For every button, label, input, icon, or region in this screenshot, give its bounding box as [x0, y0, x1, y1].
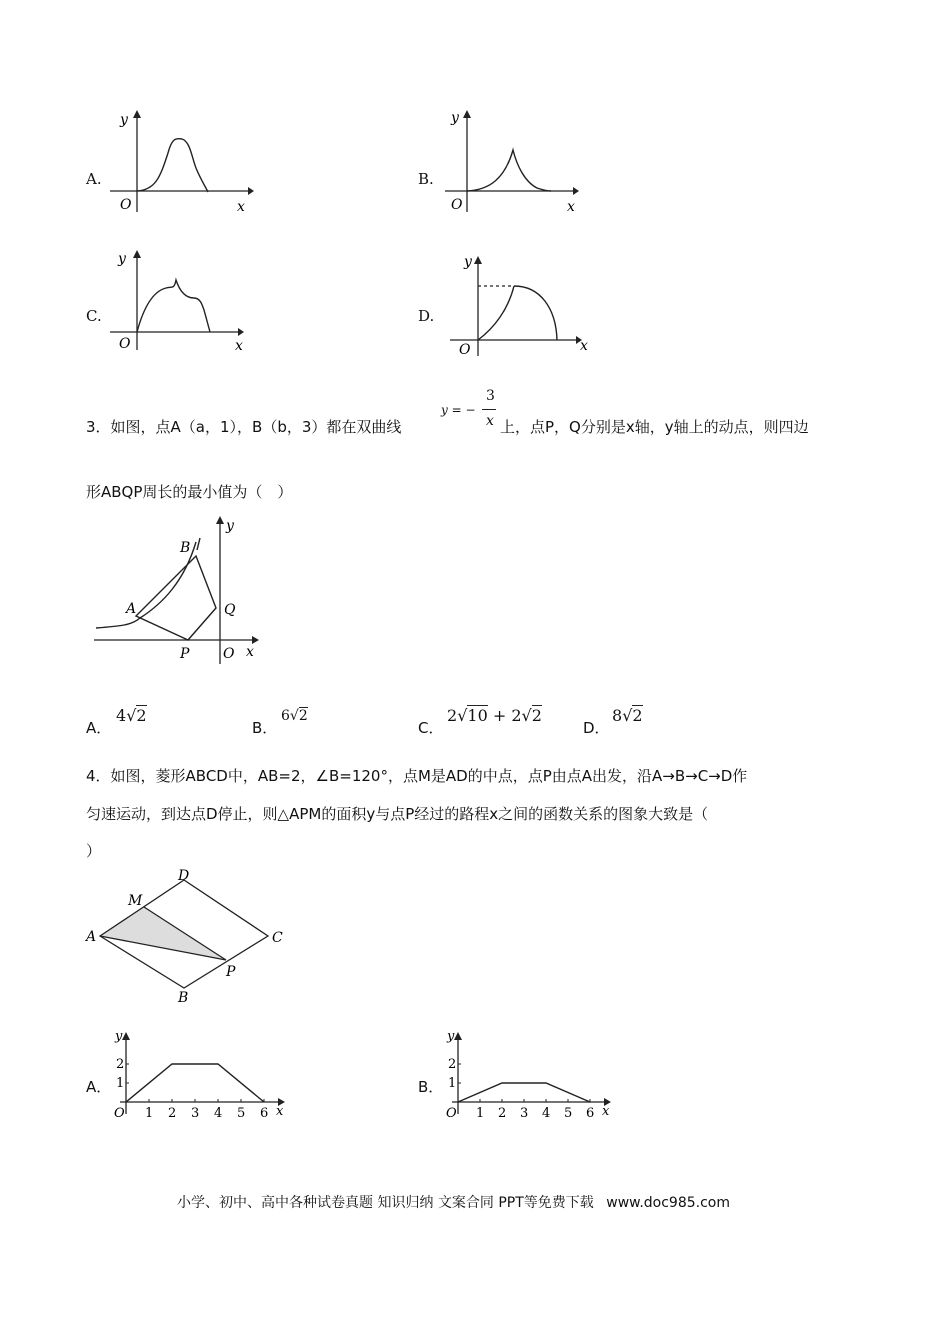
point-p-label: P	[226, 964, 236, 980]
q4-rhombus-figure	[82, 866, 297, 1006]
x-tick-3: 3	[191, 1106, 200, 1121]
option-d-graph	[450, 248, 595, 358]
q3-text-before: 3．如图，点A（a，1），B（b，3）都在双曲线	[86, 418, 402, 436]
q4-text-line3: ）	[86, 842, 102, 860]
origin-label: O	[119, 336, 131, 351]
option-a-graph	[110, 108, 255, 213]
q3-formula-den: x	[486, 413, 494, 429]
x-axis-label: x	[602, 1104, 610, 1119]
y-axis-label: y	[115, 1029, 123, 1044]
x-axis-label: x	[276, 1104, 284, 1119]
x-axis-label: x	[580, 338, 588, 354]
vertex-d-label: D	[178, 868, 190, 884]
q4-option-b-letter: B．	[418, 1078, 444, 1096]
origin-label: O	[459, 342, 471, 358]
vertex-a-label: A	[86, 929, 97, 945]
y-axis-label: y	[118, 251, 126, 267]
q3-option-d-letter: D．	[583, 719, 610, 737]
origin-label: O	[223, 646, 235, 662]
y-axis-label: y	[120, 112, 128, 128]
y-axis-label: y	[226, 518, 234, 534]
x-axis-label: x	[567, 199, 575, 213]
origin-label: O	[114, 1106, 125, 1121]
q3-option-b-value: 6√2	[281, 708, 308, 724]
x-tick-5: 5	[564, 1106, 573, 1121]
y-tick-1: 1	[116, 1076, 125, 1091]
x-axis-label: x	[237, 199, 245, 213]
footer	[177, 1192, 730, 1212]
x-tick-4: 4	[542, 1106, 551, 1121]
option-b-letter: B.	[418, 170, 434, 188]
x-tick-4: 4	[214, 1106, 223, 1121]
footer-url[interactable]: www.doc985.com	[606, 1195, 730, 1211]
option-c-graph	[110, 246, 255, 351]
q4-text-line2: 匀速运动，到达点D停止，则△APM的面积y与点P经过的路程x之间的函数关系的图象大致是（	[86, 805, 709, 823]
q3-option-c-letter: C．	[418, 719, 444, 737]
q3-option-c-value: 2√10 + 2√2	[447, 706, 542, 725]
x-tick-6: 6	[260, 1106, 269, 1121]
q4-option-a-letter: A．	[86, 1078, 112, 1096]
y-tick-1: 1	[448, 1076, 457, 1091]
x-tick-2: 2	[168, 1106, 177, 1121]
x-tick-6: 6	[586, 1106, 595, 1121]
x-axis-label: x	[246, 644, 254, 660]
origin-label: O	[451, 197, 463, 213]
x-tick-2: 2	[498, 1106, 507, 1121]
q3-text-after: 上，点P，Q分别是x轴，y轴上的动点，则四边	[500, 418, 809, 436]
x-tick-1: 1	[476, 1106, 485, 1121]
option-a-letter: A.	[86, 170, 102, 188]
option-c-letter: C.	[86, 307, 102, 325]
q3-option-a-letter: A．	[86, 719, 112, 737]
q3-figure	[92, 512, 272, 667]
q3-option-a-value: 4√2	[116, 706, 147, 725]
q3-fraction-bar	[482, 409, 496, 410]
q4-option-a-graph	[108, 1026, 293, 1121]
point-q-label: Q	[224, 602, 236, 618]
x-tick-3: 3	[520, 1106, 529, 1121]
point-b-label: B	[180, 540, 191, 556]
y-axis-label: y	[464, 254, 472, 270]
x-tick-5: 5	[237, 1106, 246, 1121]
point-a-label: A	[126, 601, 137, 617]
x-axis-label: x	[235, 338, 243, 351]
y-tick-2: 2	[448, 1057, 457, 1072]
q4-option-b-graph	[440, 1026, 625, 1121]
q3-text-line2: 形ABQP周长的最小值为（ ）	[86, 483, 293, 501]
footer-text: 小学、初中、高中各种试卷真题 知识归纳 文案合同 PPT等免费下载	[177, 1195, 594, 1211]
q4-text-line1: 4．如图，菱形ABCD中，AB=2，∠B=120°，点M是AD的中点，点P由点A出发，沿A→B→C→D作	[86, 767, 748, 785]
option-d-letter: D.	[418, 307, 435, 325]
vertex-c-label: C	[272, 930, 283, 946]
q3-option-d-value: 8√2	[612, 706, 643, 725]
vertex-b-label: B	[178, 990, 189, 1006]
q3-formula-num: 3	[486, 388, 495, 404]
point-m-label: M	[128, 893, 143, 909]
y-axis-label: y	[447, 1029, 455, 1044]
origin-label: O	[446, 1106, 457, 1121]
q3-option-b-letter: B．	[252, 719, 278, 737]
point-p-label: P	[180, 646, 190, 662]
y-tick-2: 2	[116, 1057, 125, 1072]
q3-formula-lhs: y = −	[441, 403, 476, 417]
origin-label: O	[120, 197, 132, 213]
x-tick-1: 1	[145, 1106, 154, 1121]
option-b-graph	[445, 108, 590, 213]
y-axis-label: y	[451, 110, 459, 126]
